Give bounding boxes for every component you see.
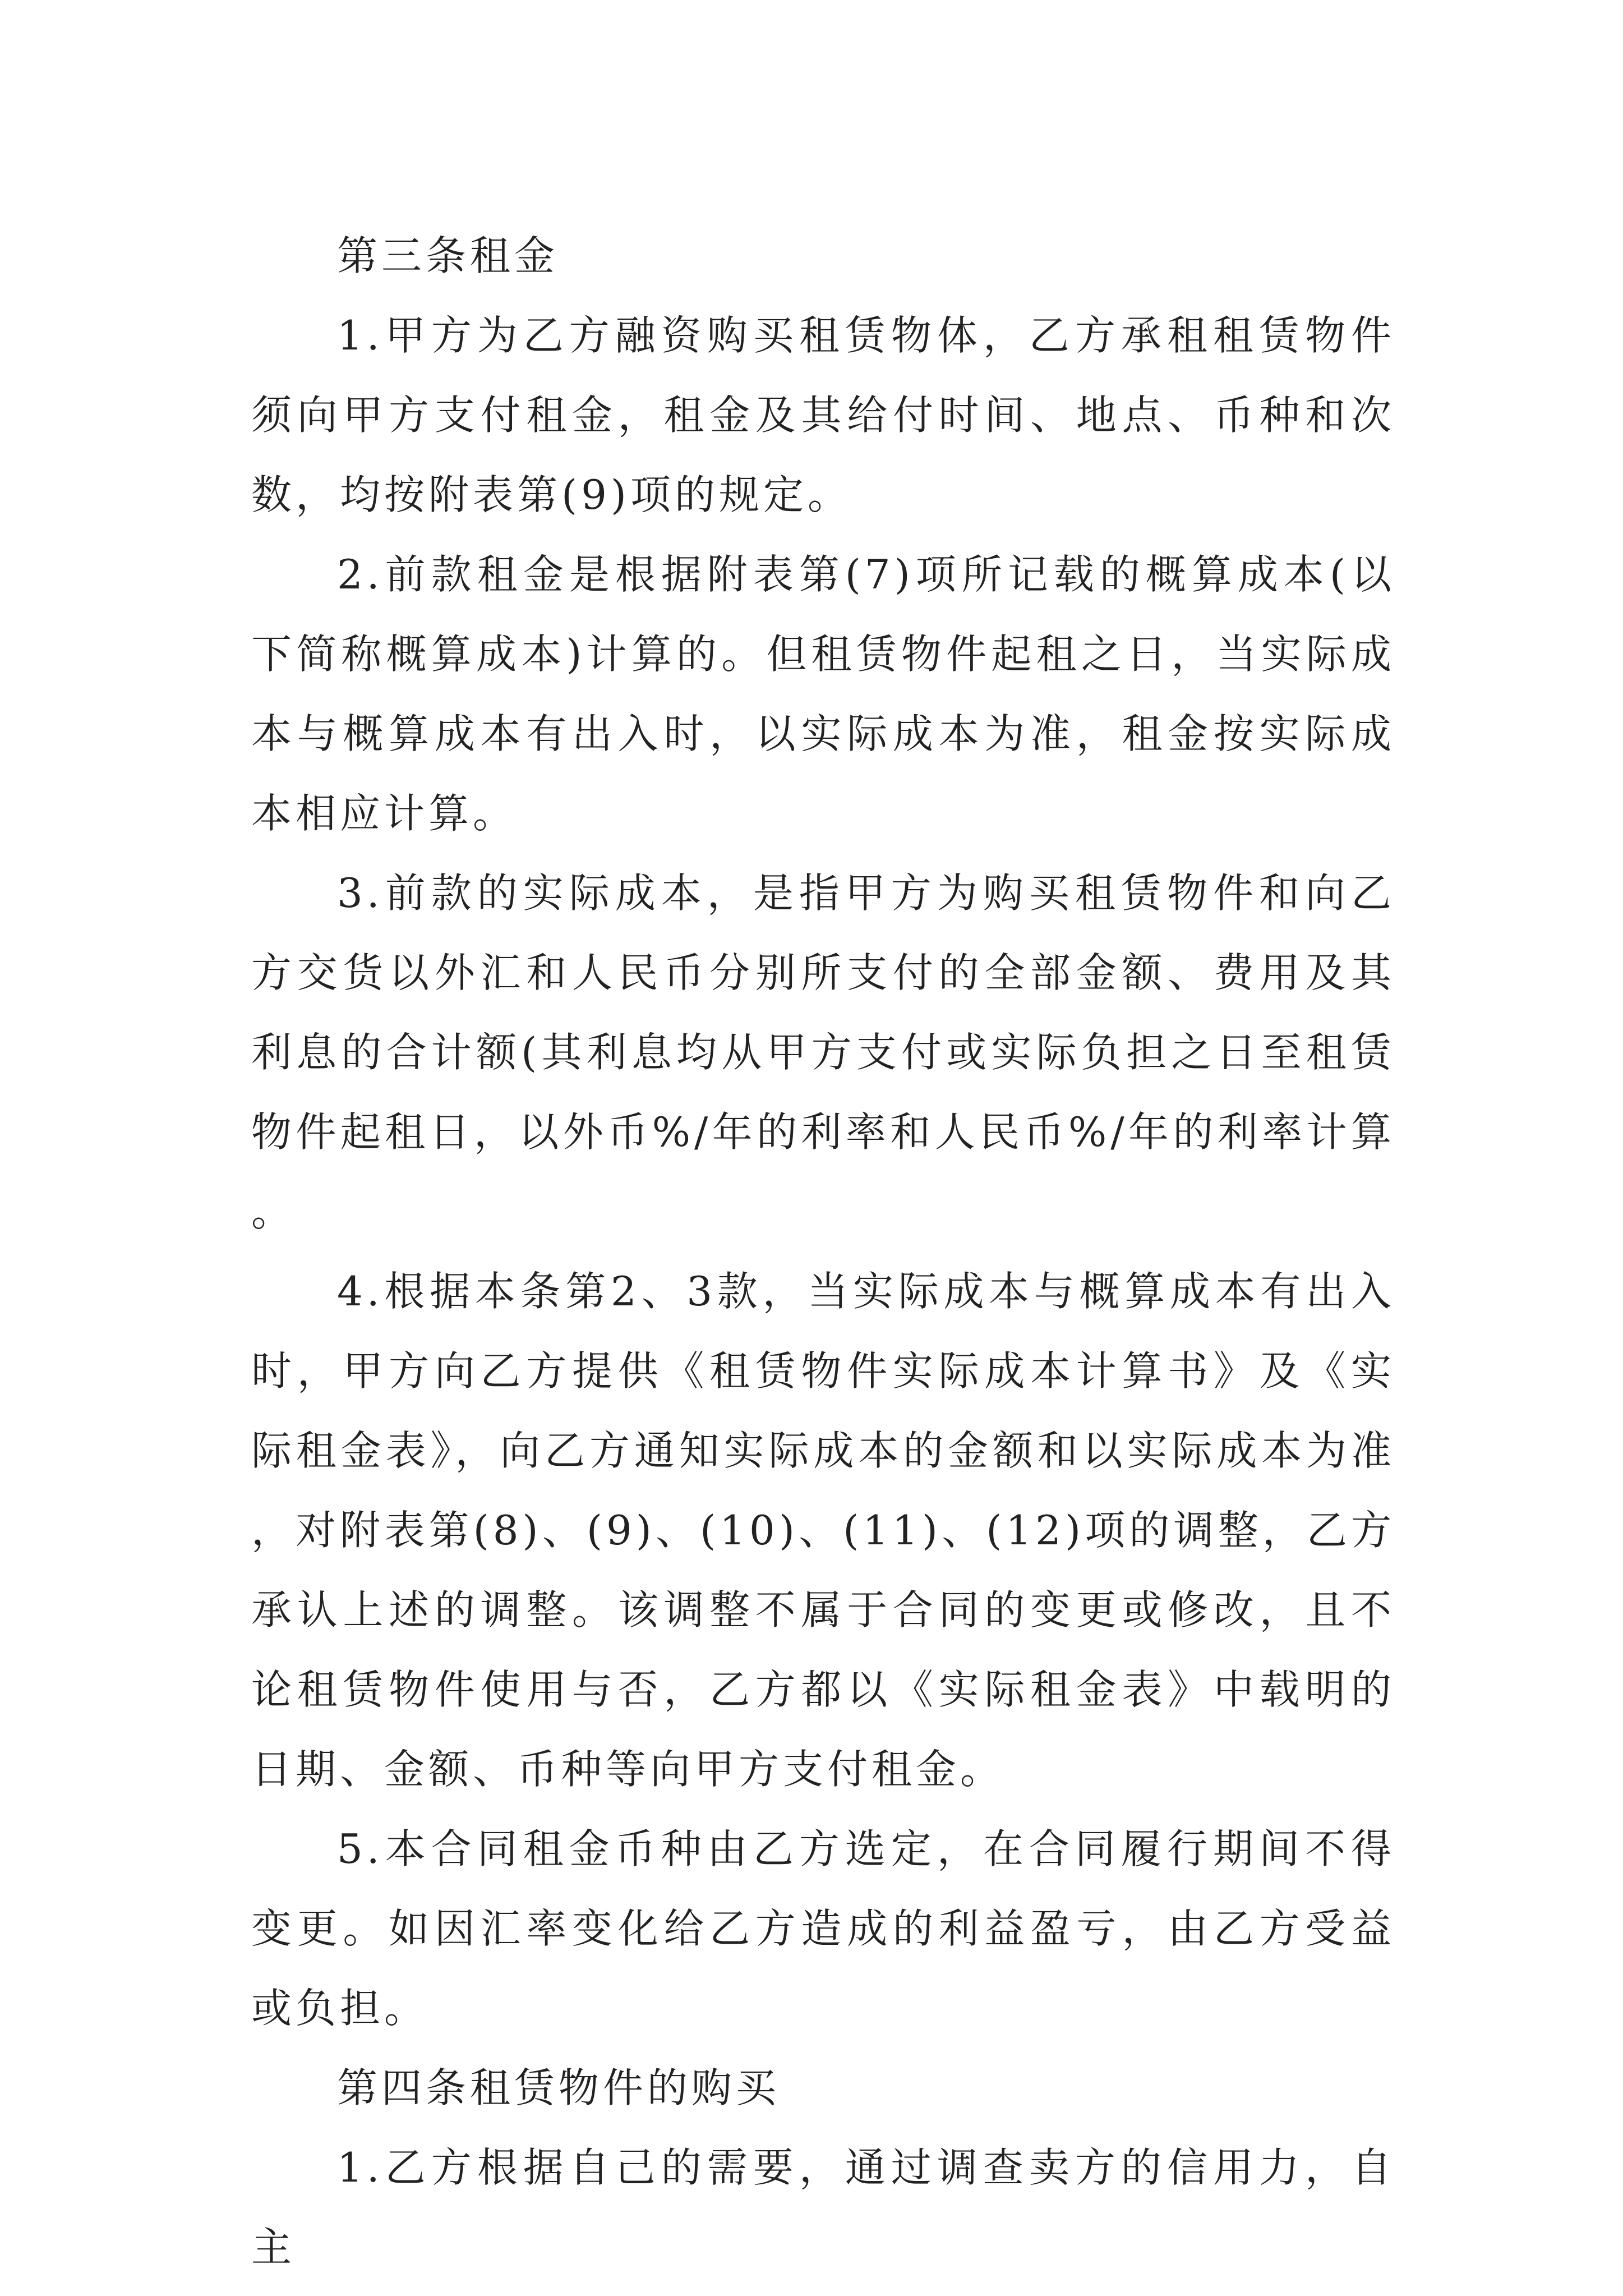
article-3-heading: 第三条租金 (337, 232, 559, 279)
article-3-clause-2: 2.前款租金是根据附表第(7)项所记载的概算成本(以下简称概算成本)计算的。但租赁物件起租之日，当实际成本与概算成本有出入时，以实际成本为准，租金按实际成本相应计算。 (251, 551, 1395, 837)
article-3-clause-4: 4.根据本条第2、3款，当实际成本与概算成本有出入时，甲方向乙方提供《租赁物件实际成本计算书》及《实际租金表》，向乙方通知实际成本的金额和以实际成本为准，对附表第(8)、(9)、(10)、(11)、(12)项的调整，乙方承认上述的调整。该调整不属于合同的变更或修改，且不论租赁物件使用与否，乙方都以《实际租金表》中载明的日期、金额、币种等向甲方支付租金。 (251, 1268, 1395, 1793)
article-3-clause-5: 5.本合同租金币种由乙方选定，在合同履行期间不得变更。如因汇率变化给乙方造成的利益盈亏，由乙方受益或负担。 (251, 1825, 1395, 2032)
article-4-heading: 第四条租赁物件的购买 (337, 2064, 781, 2111)
article-4-clause-1: 1.乙方根据自己的需要，通过调查卖方的信用力，自主 (251, 2144, 1395, 2271)
article-3-clause-3: 3.前款的实际成本，是指甲方为购买租赁物件和向乙方交货以外汇和人民币分别所支付的全部金额、费用及其利息的合计额(其利息均从甲方支付或实际负担之日至租赁物件起租日，以外币%/年的利率和人民币%/年的利率计算。 (251, 869, 1395, 1235)
document-body (251, 216, 1395, 2287)
article-3-clause-1: 1.甲方为乙方融资购买租赁物体，乙方承租租赁物件须向甲方支付租金，租金及其给付时间、地点、币种和次数，均按附表第(9)项的规定。 (251, 312, 1395, 518)
